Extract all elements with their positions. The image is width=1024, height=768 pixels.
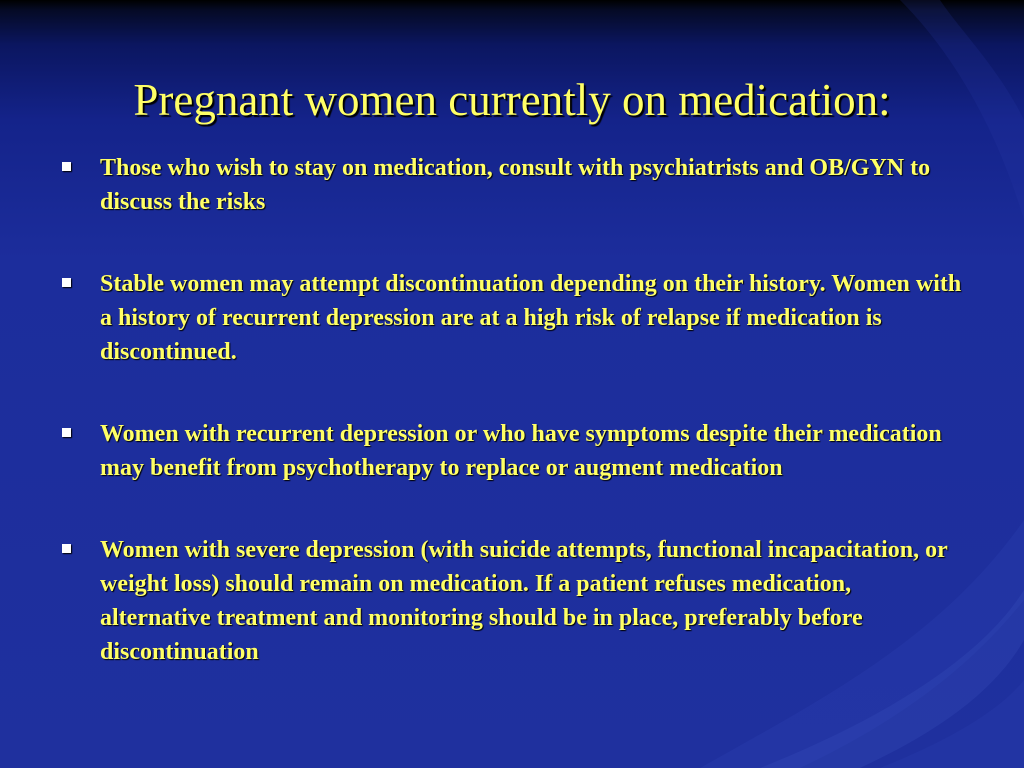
slide-title: Pregnant women currently on medication: [133,75,891,125]
bullet-item [62,267,962,369]
bullet-list [62,151,962,717]
bullet-text: Stable women may attempt discontinuation depending on their history. Women with a history of recurrent depression are at a high risk of relapse if medication is discontinued. [100,271,962,365]
bullet-item [62,151,962,219]
bullet-item [62,417,962,485]
square-bullet-icon [62,428,71,437]
bullet-item [62,533,962,669]
square-bullet-icon [62,544,71,553]
bullet-text: Women with recurrent depression or who have symptoms despite their medication may benefit from psychotherapy to replace or augment medication [100,421,942,481]
bullet-text: Women with severe depression (with suicide attempts, functional incapacitation, or weight loss) should remain on medication. If a patient refuses medication, alternative treatment and monitoring should be in place, preferably before discontinuation [100,537,948,665]
square-bullet-icon [62,278,71,287]
bullet-text: Those who wish to stay on medication, consult with psychiatrists and OB/GYN to discuss the risks [100,155,931,215]
square-bullet-icon [62,162,71,171]
